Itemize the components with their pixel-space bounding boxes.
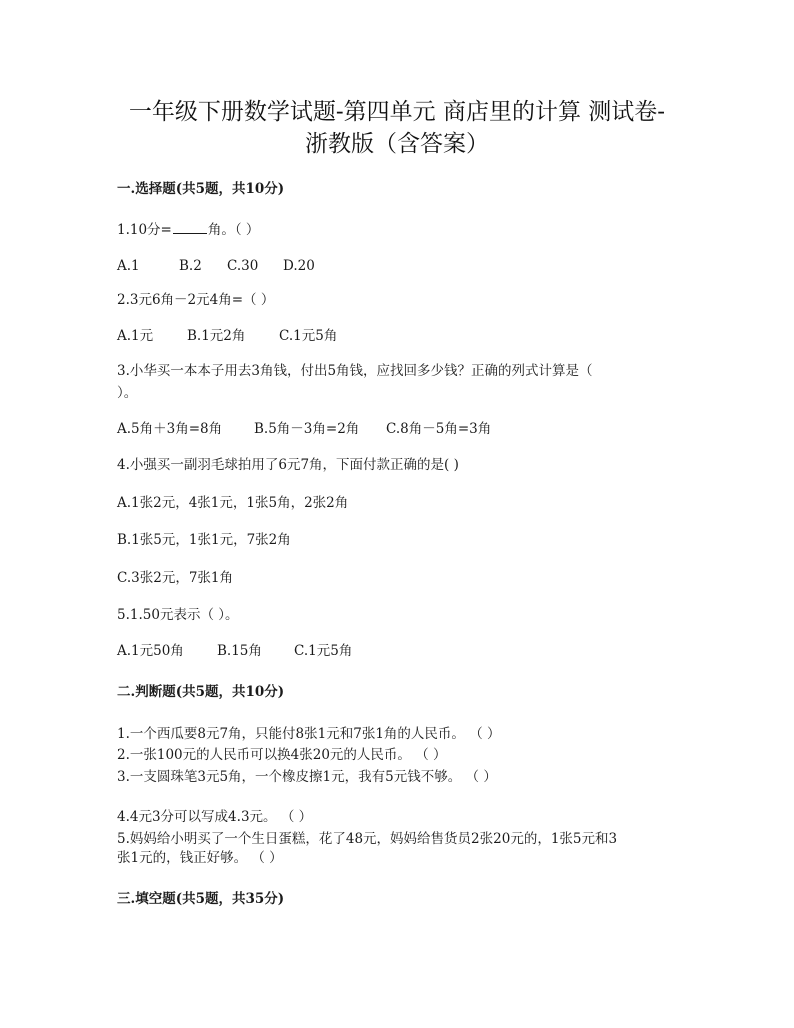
option-c: C.1元5角 [294, 643, 353, 659]
page-title-line-2: 浙教版（含答案） [305, 131, 489, 157]
question-1-stem-part-a: 1.10分= [117, 222, 172, 238]
section-heading-choice: 一.选择题(共5题，共10分) [117, 181, 285, 197]
question-4-option-a: A.1张2元，4张1元，1张5角，2张2角 [117, 495, 349, 511]
question-3-options [117, 420, 491, 438]
question-5-options [117, 642, 352, 660]
option-a: A.1 [117, 258, 140, 274]
question-1-stem [117, 221, 259, 239]
question-4-option-b: B.1张5元，1张1元，7张2角 [117, 532, 291, 548]
question-4-stem: 4.小强买一副羽毛球拍用了6元7角，下面付款正确的是( ) [117, 457, 459, 473]
section-heading-true-false: 二.判断题(共5题，共10分) [117, 684, 285, 700]
section-heading-fill-blank: 三.填空题(共5题，共35分) [117, 891, 285, 907]
judge-item-4: 4.4元3分可以写成4.3元。 （ ） [117, 809, 313, 825]
option-d: D.20 [283, 258, 315, 274]
question-1-options [117, 257, 315, 275]
option-b: B.1元2角 [187, 328, 246, 344]
answer-blank [173, 221, 207, 234]
option-c: C.8角－5角=3角 [386, 421, 492, 437]
question-4-option-c: C.3张2元，7张1角 [117, 570, 233, 586]
judge-item-5-line-2: 张1元的，钱正好够。 （ ） [117, 850, 283, 866]
judge-item-2: 2.一张100元的人民币可以换4张20元的人民币。 （ ） [117, 747, 447, 763]
option-b: B.15角 [217, 643, 262, 659]
question-2-options [117, 327, 337, 345]
option-a: A.1元50角 [117, 643, 184, 659]
option-a: A.1元 [117, 328, 154, 344]
option-c: C.1元5角 [279, 328, 338, 344]
option-b: B.5角－3角=2角 [254, 421, 360, 437]
judge-item-5-line-1: 5.妈妈给小明买了一个生日蛋糕，花了48元，妈妈给售货员2张20元的，1张5元和3 [117, 831, 618, 847]
question-3-stem-line-1: 3.小华买一本本子用去3角钱，付出5角钱，应找回多少钱？正确的列式计算是（ [117, 363, 593, 379]
question-2-stem: 2.3元6角－2元4角=（ ） [117, 292, 275, 308]
judge-item-1: 1.一个西瓜要8元7角，只能付8张1元和7张1角的人民币。 （ ） [117, 726, 501, 742]
option-b: B.2 [179, 258, 202, 274]
option-c: C.30 [227, 258, 259, 274]
page-title-line-1: 一年级下册数学试题-第四单元 商店里的计算 测试卷- [128, 99, 666, 125]
option-a: A.5角＋3角=8角 [117, 421, 223, 437]
question-1-stem-part-b: 角。（ ） [207, 222, 260, 238]
judge-item-3: 3.一支圆珠笔3元5角，一个橡皮擦1元，我有5元钱不够。 （ ） [117, 769, 497, 785]
question-3-stem-line-2: ）。 [117, 385, 138, 401]
question-5-stem: 5.1.50元表示（ ）。 [117, 607, 239, 623]
